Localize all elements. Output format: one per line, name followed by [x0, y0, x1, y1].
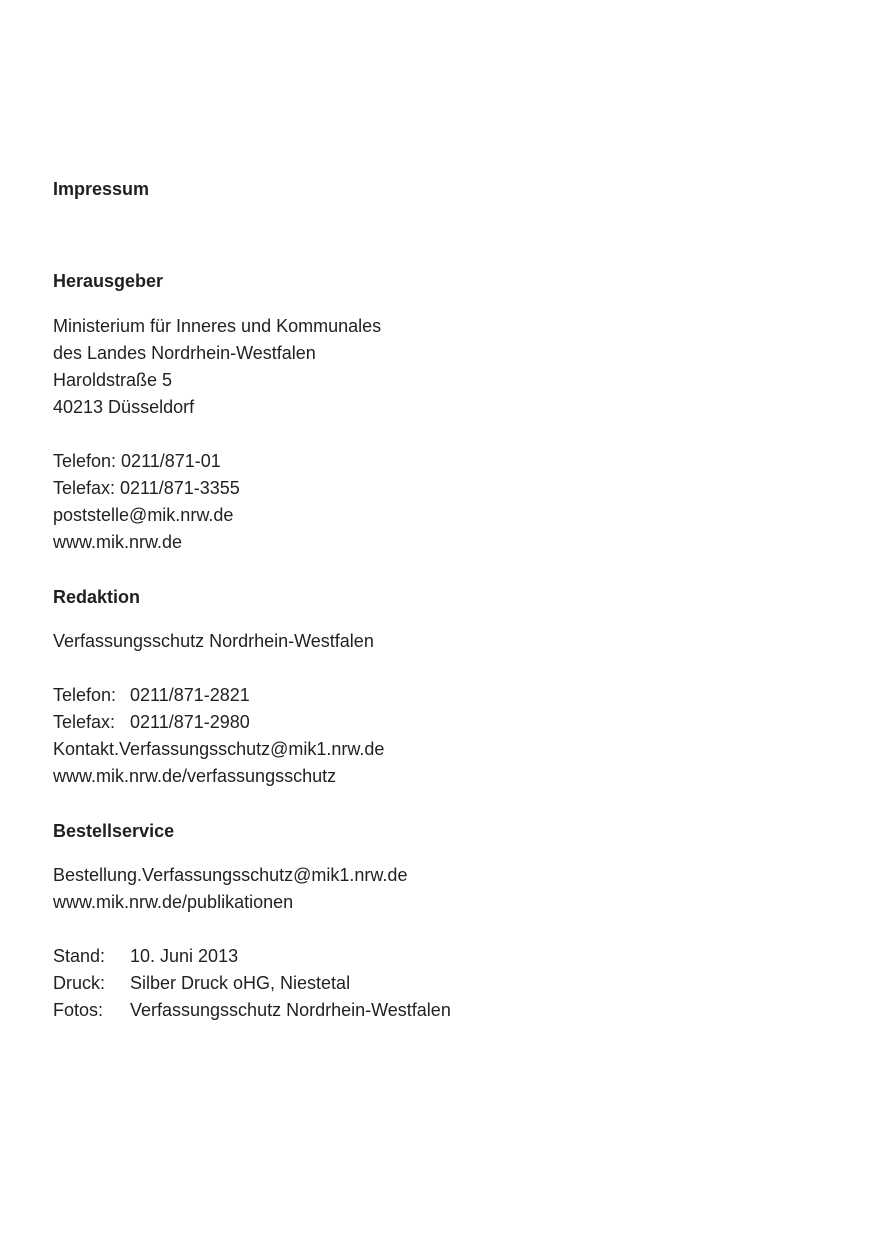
address-line: 40213 Düsseldorf: [53, 397, 195, 417]
telefon-value: 0211/871-2821: [130, 685, 250, 705]
telefon-label: Telefon:: [53, 685, 117, 705]
detail-label: Stand:: [53, 946, 106, 966]
telefax-line: Telefax: 0211/871-3355: [53, 478, 240, 498]
email-link[interactable]: Kontakt.Verfassungsschutz@mik1.nrw.de: [53, 739, 385, 759]
detail-value: Silber Druck oHG, Niestetal: [130, 973, 351, 993]
detail-label: Druck:: [53, 973, 106, 993]
detail-row-fotos: [53, 997, 451, 1024]
telefax-label: Telefax:: [53, 712, 116, 732]
redaktion-contact: [53, 682, 384, 790]
herausgeber-heading: Herausgeber: [53, 271, 164, 291]
detail-value: 10. Juni 2013: [130, 946, 239, 966]
address-line: des Landes Nordrhein-Westfalen: [53, 343, 316, 363]
telefax-value: 0211/871-2980: [130, 712, 250, 732]
email-link[interactable]: Bestellung.Verfassungsschutz@mik1.nrw.de: [53, 865, 408, 885]
address-line: Haroldstraße 5: [53, 370, 173, 390]
address-line: Ministerium für Inneres und Kommunales: [53, 316, 382, 336]
redaktion-name: Verfassungsschutz Nordrhein-Westfalen: [53, 631, 374, 651]
redaktion-telefax-row: [53, 709, 384, 736]
telefon-line: Telefon: 0211/871-01: [53, 451, 221, 471]
herausgeber-contact: [53, 448, 240, 556]
email-link[interactable]: poststelle@mik.nrw.de: [53, 505, 234, 525]
detail-label: Fotos:: [53, 1000, 104, 1020]
website-link[interactable]: www.mik.nrw.de/publikationen: [53, 892, 294, 912]
page-title: Impressum: [53, 179, 150, 199]
detail-value: Verfassungsschutz Nordrhein-Westfalen: [130, 1000, 451, 1020]
website-link[interactable]: www.mik.nrw.de: [53, 532, 183, 552]
bestellservice-contact: [53, 862, 407, 916]
detail-row-druck: [53, 970, 451, 997]
website-link[interactable]: www.mik.nrw.de/verfassungsschutz: [53, 766, 337, 786]
bestellservice-heading: Bestellservice: [53, 821, 175, 841]
herausgeber-address: [53, 313, 381, 421]
publication-details: [53, 943, 451, 1024]
redaktion-heading: Redaktion: [53, 587, 141, 607]
redaktion-telefon-row: [53, 682, 384, 709]
detail-row-stand: [53, 943, 451, 970]
